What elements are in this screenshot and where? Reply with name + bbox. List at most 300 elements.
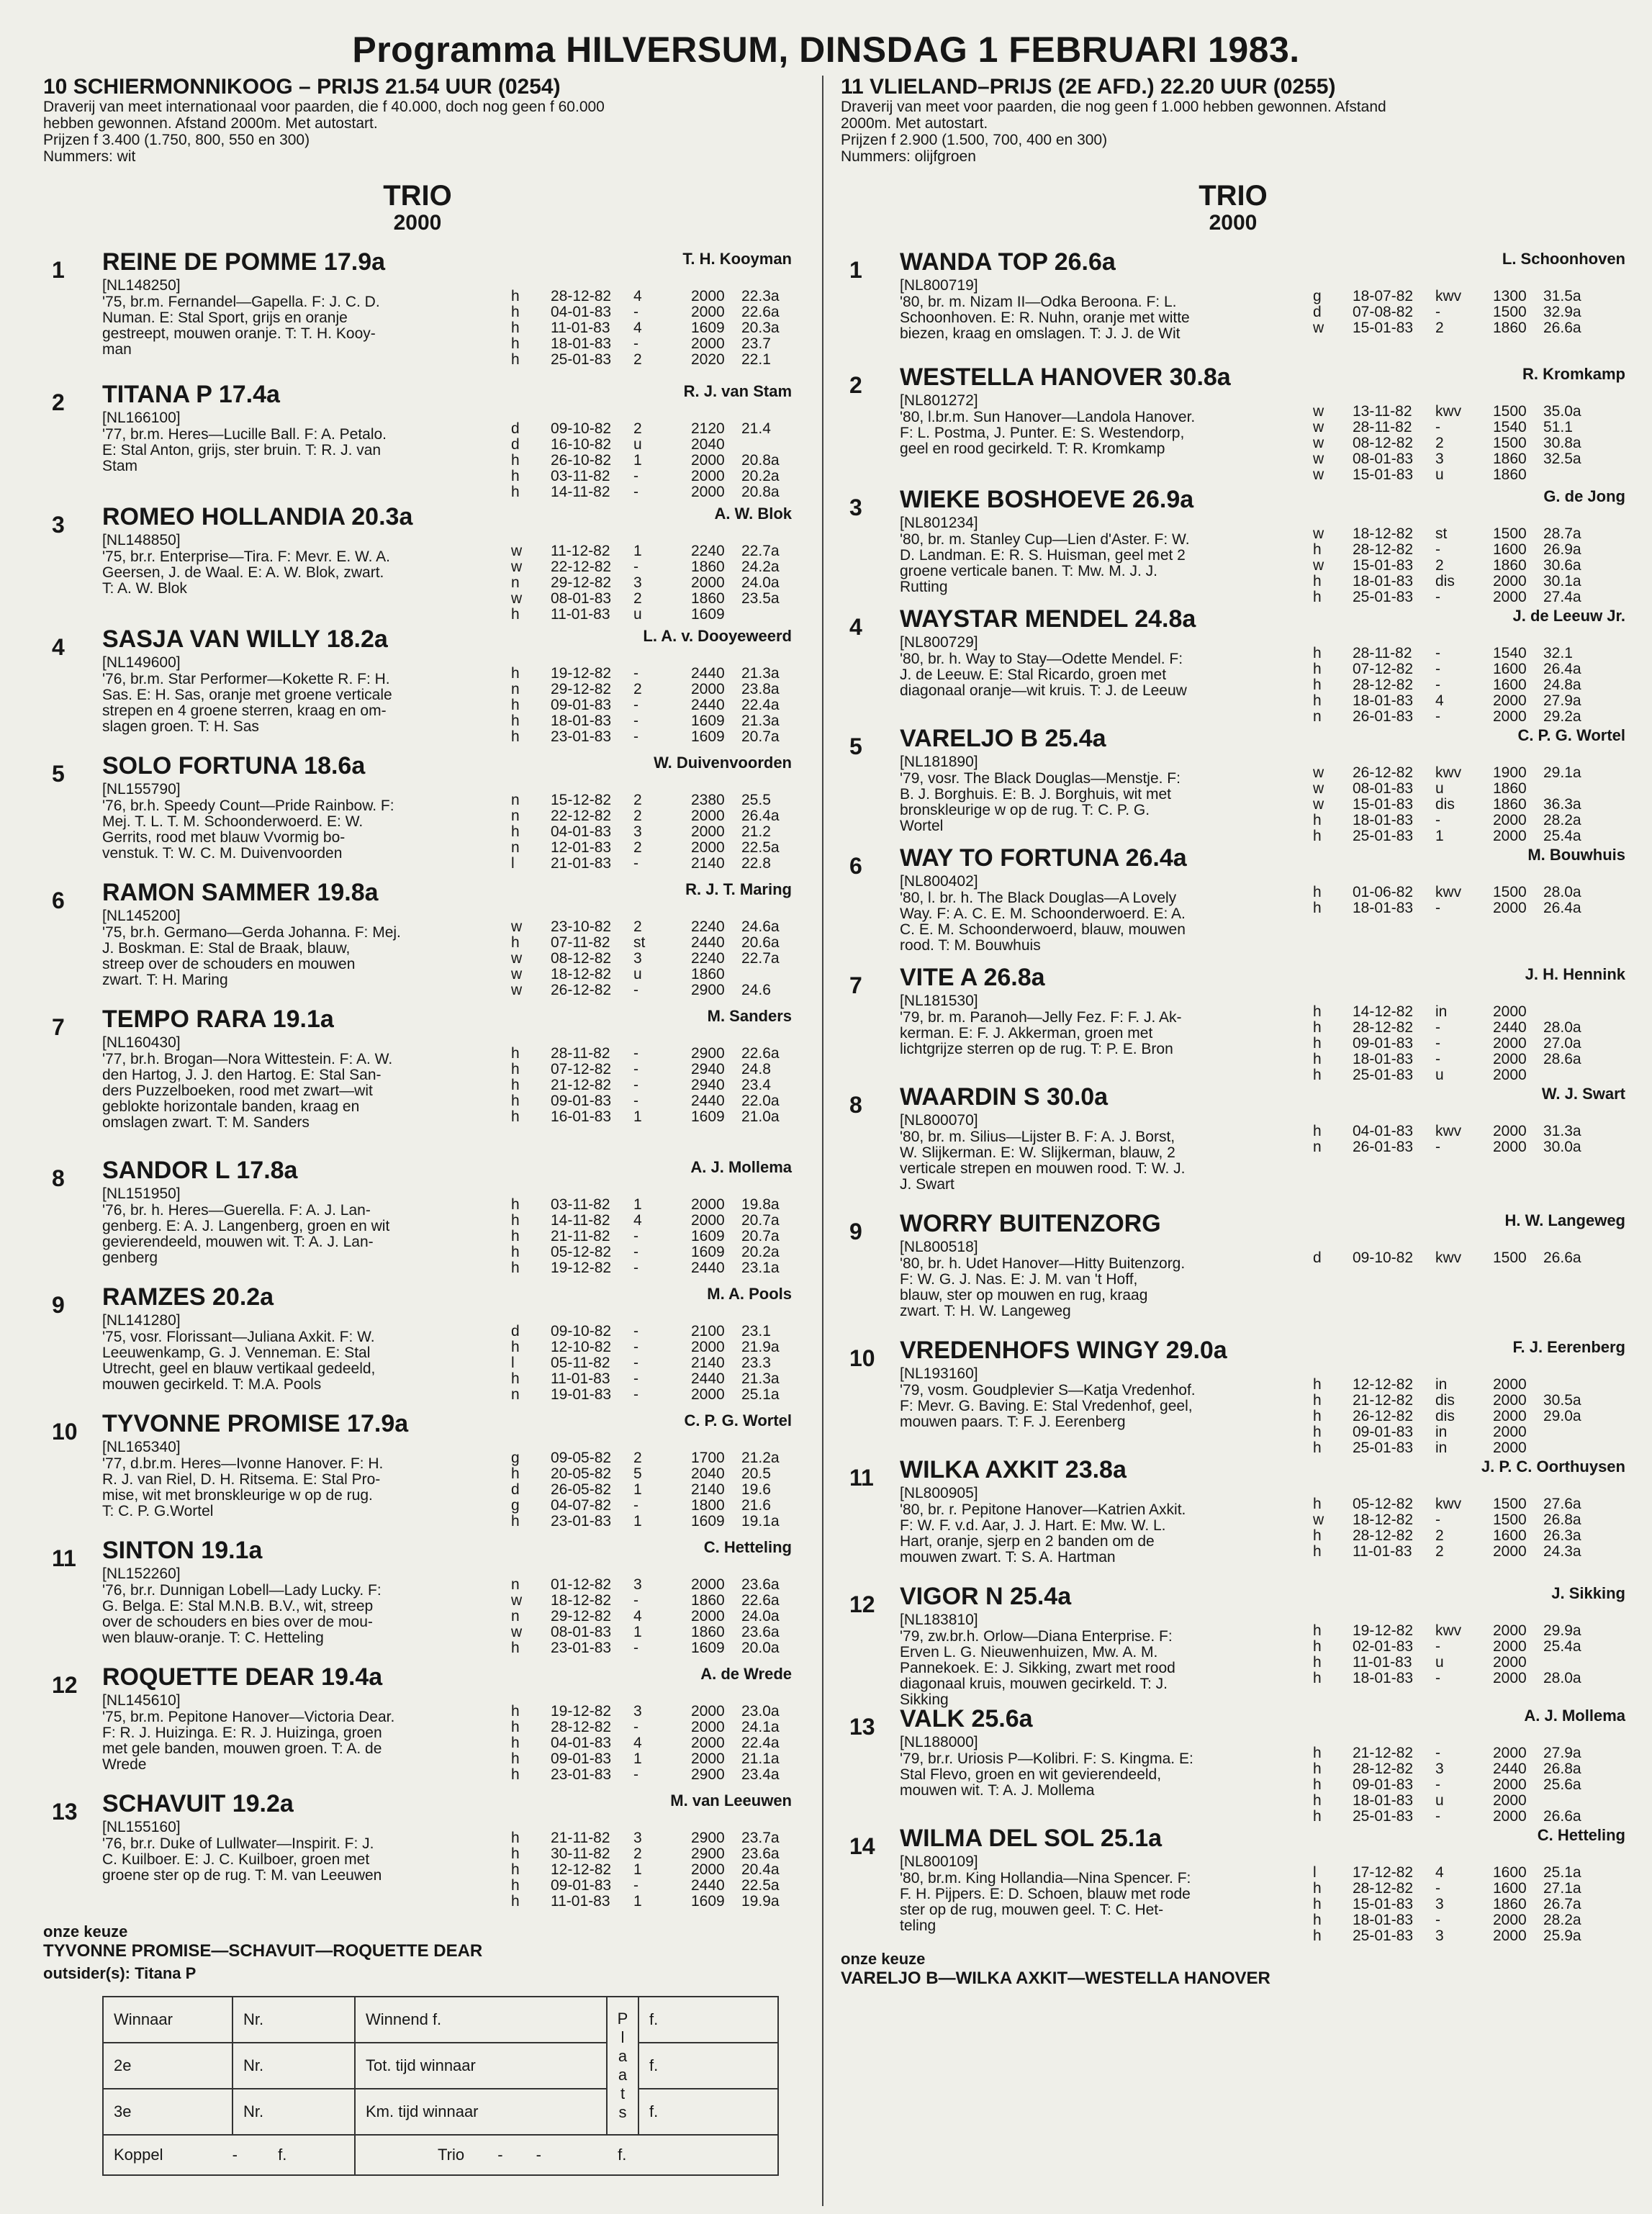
race-time: 27.9a: [1543, 1745, 1581, 1761]
track-code: h: [1313, 1051, 1322, 1067]
place-payout-field: f.: [638, 2043, 778, 2089]
horse-description: [102, 1203, 491, 1266]
race-result-row: [1313, 404, 1615, 420]
description-line: '80, br. m. Stanley Cup—Lien d'Aster. F: W.: [900, 531, 1190, 548]
race-place: -: [1435, 419, 1440, 435]
horse-number: 11: [52, 1545, 76, 1571]
race-result-row: [511, 1197, 813, 1213]
race-result-row: [511, 320, 813, 336]
race-distance: 2000: [1493, 1654, 1527, 1671]
race-result-row: [511, 484, 813, 500]
race-distance: 2380: [691, 792, 725, 808]
race-result-row: [1313, 1004, 1615, 1020]
winner-label: Winnaar: [103, 1997, 233, 2043]
race-place: -: [1435, 661, 1440, 677]
track-code: h: [511, 1830, 520, 1846]
horse-code: [NL188000]: [900, 1734, 978, 1750]
track-code: w: [511, 966, 523, 982]
description-line: '77, br.m. Heres—Lucille Ball. F: A. Petalo.: [102, 426, 387, 443]
horse-name: RAMZES 20.2a: [102, 1283, 274, 1311]
race-time: 22.0a: [741, 1093, 780, 1109]
description-line: J. Swart: [900, 1176, 954, 1193]
horse-name: ROQUETTE DEAR 19.4a: [102, 1663, 383, 1691]
race-place: -: [1435, 304, 1440, 320]
race-result-row: [511, 856, 813, 872]
race-distance: 1860: [691, 1592, 725, 1609]
race-conditions: [841, 99, 1625, 165]
track-code: h: [511, 468, 520, 484]
race-distance: 2440: [691, 1260, 725, 1276]
horse-entry: [43, 500, 792, 623]
description-line: F. H. Pijpers. E: D. Schoen, blauw met rode: [900, 1886, 1191, 1902]
track-code: w: [1313, 796, 1324, 813]
horse-description: [900, 1871, 1288, 1934]
description-line: diagonaal kruis, mouwen gecirkeld. T: J.: [900, 1676, 1168, 1692]
race-distance: 1860: [1493, 1896, 1527, 1912]
race-time: 20.2a: [741, 468, 780, 484]
race-place: -: [1435, 541, 1440, 558]
race-result-row: [1313, 304, 1615, 320]
description-line: den Hartog, J. J. den Hartog. E: Stal San-: [102, 1067, 382, 1083]
race-header: 10 SCHIERMONNIKOOG – PRIJS 21.54 UUR (0254): [43, 75, 561, 99]
race-place: in: [1435, 1424, 1448, 1440]
race-time: 20.0a: [741, 1640, 780, 1656]
race-place: -: [1435, 1912, 1440, 1928]
description-line: '80, br. m. Silius—Lijster B. F: A. J. Borst,: [900, 1129, 1175, 1145]
race-date: 08-01-83: [1353, 451, 1414, 467]
race-date: 05-12-82: [1353, 1496, 1414, 1512]
horse-code: [NL800109]: [900, 1853, 978, 1870]
race-place: 2: [633, 590, 642, 607]
track-code: h: [1313, 1776, 1322, 1793]
recent-races: [1313, 1004, 1615, 1083]
race-date: 18-12-82: [551, 1592, 612, 1609]
race-date: 04-01-83: [551, 823, 612, 840]
track-code: g: [511, 1497, 520, 1514]
race-result-row: [511, 1577, 813, 1593]
description-line: mouwen gecirkeld. T: M.A. Pools: [102, 1376, 322, 1393]
description-line: '79, br. m. Paranoh—Jelly Fez. F: F. J. Ak-: [900, 1009, 1182, 1026]
track-code: w: [1313, 419, 1324, 435]
horse-number: 3: [849, 494, 862, 520]
race-result-row: [511, 1514, 813, 1530]
race-date: 28-12-82: [1353, 1761, 1414, 1777]
race-date: 28-11-82: [551, 1045, 610, 1062]
description-line: groene verticale banen. T: Mw. M. J. J.: [900, 563, 1157, 579]
race-time: 26.8a: [1543, 1512, 1581, 1528]
race-place: 3: [633, 1703, 642, 1720]
description-line: W. Slijkerman. E: W. Slijkerman, blauw, 2: [900, 1144, 1175, 1161]
race-result-row: [1313, 1528, 1615, 1544]
track-code: g: [511, 1450, 520, 1466]
race-time: 19.8a: [741, 1196, 780, 1213]
driver-name: C. P. G. Wortel: [1517, 726, 1625, 744]
race-place: 1: [633, 1893, 642, 1910]
race-place: -: [633, 1766, 638, 1783]
horse-name: TEMPO RARA 19.1a: [102, 1006, 334, 1033]
track-code: w: [511, 1592, 523, 1609]
race-result-row: [511, 982, 813, 998]
race-distance: 2120: [691, 420, 725, 437]
race-date: 19-12-82: [551, 665, 612, 682]
race-distance: 2040: [691, 1465, 725, 1482]
race-time: 26.9a: [1543, 541, 1581, 558]
race-distance: 1500: [1493, 435, 1527, 451]
race-time: 21.2a: [741, 1450, 780, 1466]
horse-name: SINTON 19.1a: [102, 1537, 263, 1564]
horse-name: VREDENHOFS WINGY 29.0a: [900, 1337, 1227, 1364]
description-line: ster op de rug, mouwen geel. T: C. Het-: [900, 1902, 1164, 1918]
description-line: Utrecht, geel en blauw vertikaal gedeeld,: [102, 1360, 376, 1377]
description-line: kerman. E: F. J. Akkerman, groen met: [900, 1025, 1153, 1042]
track-code: h: [511, 1061, 520, 1077]
driver-name: M. A. Pools: [707, 1285, 792, 1303]
race-place: dis: [1435, 1392, 1455, 1409]
race-date: 07-12-82: [551, 1061, 612, 1077]
race-result-row: [1313, 1393, 1615, 1409]
track-code: n: [511, 792, 520, 808]
race-date: 26-10-82: [551, 452, 612, 469]
race-distance: 1600: [1493, 661, 1527, 677]
race-10-column: [43, 76, 792, 2176]
description-line: zwart. T: H. Maring: [102, 972, 228, 988]
race-time: 23.6a: [741, 1576, 780, 1593]
track-code: h: [1313, 1035, 1322, 1052]
race-result-row: [1313, 1424, 1615, 1440]
horse-number: 14: [849, 1833, 875, 1859]
horse-code: [NL183810]: [900, 1612, 978, 1628]
horse-name: WORRY BUITENZORG: [900, 1210, 1161, 1237]
horse-entry: [43, 1280, 792, 1407]
horse-entry: [43, 1003, 792, 1154]
bet-type: TRIO: [1199, 180, 1268, 212]
race-result-row: [1313, 451, 1615, 467]
race-place: u: [633, 436, 642, 453]
horse-description: [900, 1383, 1288, 1430]
race-distance: 1609: [691, 1108, 725, 1125]
race-place: 3: [1435, 1928, 1444, 1944]
race-date: 08-12-82: [1353, 435, 1414, 451]
race-result-row: [511, 1244, 813, 1260]
horse-number: 4: [849, 614, 862, 640]
race-distance: 1860: [1493, 466, 1527, 483]
race-date: 01-06-82: [1353, 884, 1414, 900]
track-code: h: [1313, 828, 1322, 844]
track-code: w: [511, 559, 523, 575]
race-time: 21.1a: [741, 1750, 780, 1767]
race-result-row: [1313, 1745, 1615, 1761]
track-code: h: [511, 320, 520, 336]
track-code: h: [1313, 589, 1322, 605]
track-code: n: [511, 839, 520, 856]
race-distance: 1500: [1493, 1512, 1527, 1528]
race-distance: 2440: [691, 665, 725, 682]
track-code: h: [511, 304, 520, 320]
bet-type: TRIO: [383, 180, 452, 212]
race-date: 09-01-83: [551, 1750, 612, 1767]
horse-description: [102, 1329, 491, 1393]
race-distance: 2000: [1493, 692, 1527, 709]
track-code: h: [511, 1465, 520, 1482]
race-distance: 1860: [691, 1624, 725, 1640]
race-distance: 2000: [1493, 1912, 1527, 1928]
description-line: '79, br.r. Uriosis P—Kolibri. F: S. Kingma. E:: [900, 1750, 1193, 1767]
description-line: Pannekoek. E: J. Sikking, zwart met rood: [900, 1660, 1175, 1676]
race-result-row: [1313, 1052, 1615, 1067]
race-place: in: [1435, 1440, 1448, 1456]
race-place: u: [1435, 1792, 1444, 1809]
horse-name: VALK 25.6a: [900, 1705, 1033, 1732]
description-line: Sas. E: H. Sas, oranje met groene verticale: [102, 687, 392, 703]
race-distance: 2440: [1493, 1019, 1527, 1036]
race-distance: 2000: [691, 468, 725, 484]
description-line: J. de Leeuw. E: Stal Ricardo, groen met: [900, 667, 1167, 683]
track-code: n: [511, 1576, 520, 1593]
driver-name: A. W. Blok: [714, 505, 792, 523]
race-date: 28-12-82: [1353, 1527, 1414, 1544]
race-time: 20.6a: [741, 934, 780, 951]
horse-name: WILMA DEL SOL 25.1a: [900, 1825, 1163, 1852]
race-result-row: [1313, 435, 1615, 451]
recent-races: [1313, 885, 1615, 916]
race-date: 19-12-82: [551, 1703, 612, 1720]
race-result-row: [511, 1355, 813, 1371]
race-date: 12-12-82: [551, 1861, 612, 1878]
horse-code: [NL800719]: [900, 277, 978, 294]
third-number-field: Nr.: [233, 2089, 355, 2135]
race-result-row: [511, 1109, 813, 1125]
race-distance: 2240: [691, 543, 725, 559]
race-result-row: [511, 1229, 813, 1244]
race-distance: 2000: [1493, 900, 1527, 916]
horse-entry: [841, 841, 1625, 961]
driver-name: W. J. Swart: [1541, 1085, 1625, 1103]
race-distance: 1609: [691, 606, 725, 623]
race-date: 25-01-83: [1353, 828, 1414, 844]
race-place: 1: [1435, 828, 1444, 844]
race-distance: 2000: [1493, 1003, 1527, 1020]
race-time: 20.2a: [741, 1244, 780, 1260]
race-date: 21-01-83: [551, 855, 612, 872]
race-date: 28-11-82: [1353, 419, 1412, 435]
track-code: h: [1313, 1440, 1322, 1456]
race-place: 2: [633, 808, 642, 824]
race-result-row: [1313, 1623, 1615, 1639]
race-date: 14-11-82: [551, 1212, 610, 1229]
race-place: -: [633, 1386, 638, 1403]
race-time: 24.2a: [741, 559, 780, 575]
horse-code: [NL166100]: [102, 410, 181, 426]
horse-entry: [841, 1822, 1625, 1944]
race-place: st: [1435, 525, 1448, 542]
race-date: 09-01-83: [1353, 1035, 1414, 1052]
race-date: 28-11-82: [1353, 645, 1412, 661]
track-code: h: [511, 1766, 520, 1783]
description-line: diagonaal oranje—wit kruis. T: J. de Leeuw: [900, 682, 1187, 699]
description-line: G. Belga. E: Stal M.N.B. B.V., wit, streep: [102, 1598, 374, 1614]
race-place: 1: [633, 1481, 642, 1498]
race-time: 20.4a: [741, 1861, 780, 1878]
driver-name: H. W. Langeweg: [1504, 1211, 1625, 1229]
track-code: d: [511, 436, 520, 453]
race-time: 28.7a: [1543, 525, 1581, 542]
description-line: mouwen paars. T: F. J. Eerenberg: [900, 1414, 1126, 1430]
track-code: d: [511, 1481, 520, 1498]
race-distance: 2100: [691, 1323, 725, 1339]
race-place: -: [1435, 1776, 1440, 1793]
race-place: -: [633, 713, 638, 729]
race-time: 30.6a: [1543, 557, 1581, 574]
race-distance: 1609: [691, 1513, 725, 1530]
description-line: '75, br.m. Fernandel—Gapella. F: J. C. D.: [102, 294, 380, 310]
race-time: 22.6a: [741, 304, 780, 320]
description-line: biezen, kraag en omslagen. T: J. J. de Wit: [900, 325, 1181, 342]
track-code: d: [1313, 304, 1322, 320]
race-place: 4: [633, 320, 642, 336]
race-distance: 2940: [691, 1077, 725, 1093]
race-result-row: [511, 1062, 813, 1077]
race-result-row: [511, 1640, 813, 1656]
race-place: -: [633, 855, 638, 872]
race-result-row: [511, 437, 813, 453]
race-distance: 2000: [691, 1386, 725, 1403]
race-distance: 2000: [691, 1339, 725, 1355]
track-code: w: [1313, 403, 1324, 420]
race-distance: 2440: [691, 1877, 725, 1894]
track-code: w: [511, 543, 523, 559]
track-code: h: [511, 1228, 520, 1244]
race-time: 19.9a: [741, 1893, 780, 1910]
track-code: h: [511, 1212, 520, 1229]
race-date: 05-12-82: [551, 1244, 612, 1260]
race-date: 09-01-83: [1353, 1776, 1414, 1793]
track-code: h: [1313, 1928, 1322, 1944]
race-distance: 1860: [1493, 780, 1527, 797]
race-date: 08-01-83: [551, 1624, 612, 1640]
description-line: '75, br.h. Germano—Gerda Johanna. F: Mej.: [102, 924, 401, 941]
recent-races: [1313, 1623, 1615, 1686]
race-time: 22.7a: [741, 543, 780, 559]
race-place: -: [1435, 645, 1440, 661]
race-place: -: [633, 335, 638, 352]
description-line: streep over de schouders en mouwen: [102, 956, 356, 972]
horse-number: 11: [849, 1465, 874, 1491]
race-place: 3: [633, 823, 642, 840]
race-distance: 1500: [1493, 525, 1527, 542]
horse-name: WANDA TOP 26.6a: [900, 248, 1116, 276]
race-date: 18-12-82: [1353, 525, 1414, 542]
description-line: '76, br.r. Duke of Lullwater—Inspirit. F: J.: [102, 1835, 374, 1852]
recent-races: [511, 1577, 813, 1656]
track-code: h: [1313, 661, 1322, 677]
bet-amount: 2000: [1209, 211, 1258, 235]
race-distance: 2000: [1493, 1067, 1527, 1083]
race-place: kwv: [1435, 403, 1462, 420]
description-line: '79, vosr. The Black Douglas—Menstje. F:: [900, 770, 1181, 787]
race-time: 24.8: [741, 1061, 771, 1077]
race-distance: 2900: [691, 982, 725, 998]
race-distance: 2000: [691, 1750, 725, 1767]
race-place: kwv: [1435, 1622, 1462, 1639]
description-line: '80, br. h. Udet Hanover—Hitty Buitenzorg.: [900, 1255, 1186, 1272]
race-result-row: [511, 575, 813, 591]
race-place: 1: [633, 1750, 642, 1767]
horse-description: [900, 1129, 1288, 1193]
race-place: 2: [633, 681, 642, 697]
race-date: 18-01-83: [1353, 812, 1414, 828]
description-line: '75, vosr. Florissant—Juliana Axkit. F: W.: [102, 1329, 375, 1345]
race-result-row: [511, 1704, 813, 1720]
horse-name: WESTELLA HANOVER 30.8a: [900, 363, 1231, 391]
horse-entry: [43, 1534, 792, 1660]
horse-code: [NL181890]: [900, 754, 978, 770]
horse-entry: [841, 1334, 1625, 1456]
race-date: 23-01-83: [551, 728, 612, 745]
second-label: 2e: [103, 2043, 233, 2089]
race-place: 1: [633, 452, 642, 469]
race-place: in: [1435, 1003, 1448, 1020]
race-date: 15-01-83: [1353, 796, 1414, 813]
race-distance: 2000: [691, 1196, 725, 1213]
race-place: 2: [1435, 320, 1444, 336]
horse-code: [NL193160]: [900, 1365, 978, 1382]
driver-name: J. H. Hennink: [1525, 965, 1625, 983]
race-conditions-line: Prijzen f 2.900 (1.500, 700, 400 en 300): [841, 132, 1108, 148]
description-line: slagen groen. T: H. Sas: [102, 718, 259, 735]
description-line: genberg. E: A. J. Langenberg, groen en wit: [102, 1218, 390, 1234]
race-time: 22.5a: [741, 1877, 780, 1894]
race-distance: 2000: [1493, 1670, 1527, 1686]
recent-races: [511, 421, 813, 500]
race-result-row: [1313, 1020, 1615, 1036]
recent-races: [511, 543, 813, 623]
description-line: mouwen wit. T: A. J. Mollema: [900, 1782, 1095, 1799]
race-date: 04-01-83: [551, 1735, 612, 1751]
driver-name: L. A. v. Dooyeweerd: [643, 627, 792, 645]
race-time: 24.3a: [1543, 1543, 1581, 1560]
track-code: h: [511, 1640, 520, 1656]
track-code: h: [511, 1719, 520, 1735]
race-distance: 2000: [691, 1703, 725, 1720]
race-distance: 2000: [1493, 1051, 1527, 1067]
race-distance: 2000: [691, 335, 725, 352]
description-line: '79, zw.br.h. Orlow—Diana Enterprise. F:: [900, 1628, 1173, 1645]
description-line: B. J. Borghuis. E: B. J. Borghuis, wit met: [900, 786, 1171, 803]
race-date: 18-01-83: [1353, 1792, 1414, 1809]
track-code: d: [511, 1323, 520, 1339]
race-time: 21.3a: [741, 1370, 780, 1387]
horse-description: [900, 532, 1288, 595]
horse-number: 13: [849, 1714, 875, 1740]
race-date: 18-12-82: [1353, 1512, 1414, 1528]
race-place: -: [633, 1355, 638, 1371]
description-line: '80, br. m. Nizam II—Odka Beroona. F: L.: [900, 294, 1177, 310]
horse-number: 9: [52, 1292, 65, 1318]
race-distance: 2000: [1493, 573, 1527, 589]
race-result-row: [511, 352, 813, 368]
horse-entry: [841, 722, 1625, 844]
track-code: h: [1313, 1408, 1322, 1424]
description-line: '77, br.h. Brogan—Nora Wittestein. F: A. W.: [102, 1051, 393, 1067]
race-time: 21.3a: [741, 713, 780, 729]
race-distance: 2900: [691, 1766, 725, 1783]
race-time: 23.0a: [741, 1703, 780, 1720]
race-date: 20-05-82: [551, 1465, 612, 1482]
track-code: h: [511, 1370, 520, 1387]
race-distance: 2000: [1493, 1139, 1527, 1155]
place-letter: s: [618, 2103, 627, 2121]
race-result-row: [511, 824, 813, 840]
